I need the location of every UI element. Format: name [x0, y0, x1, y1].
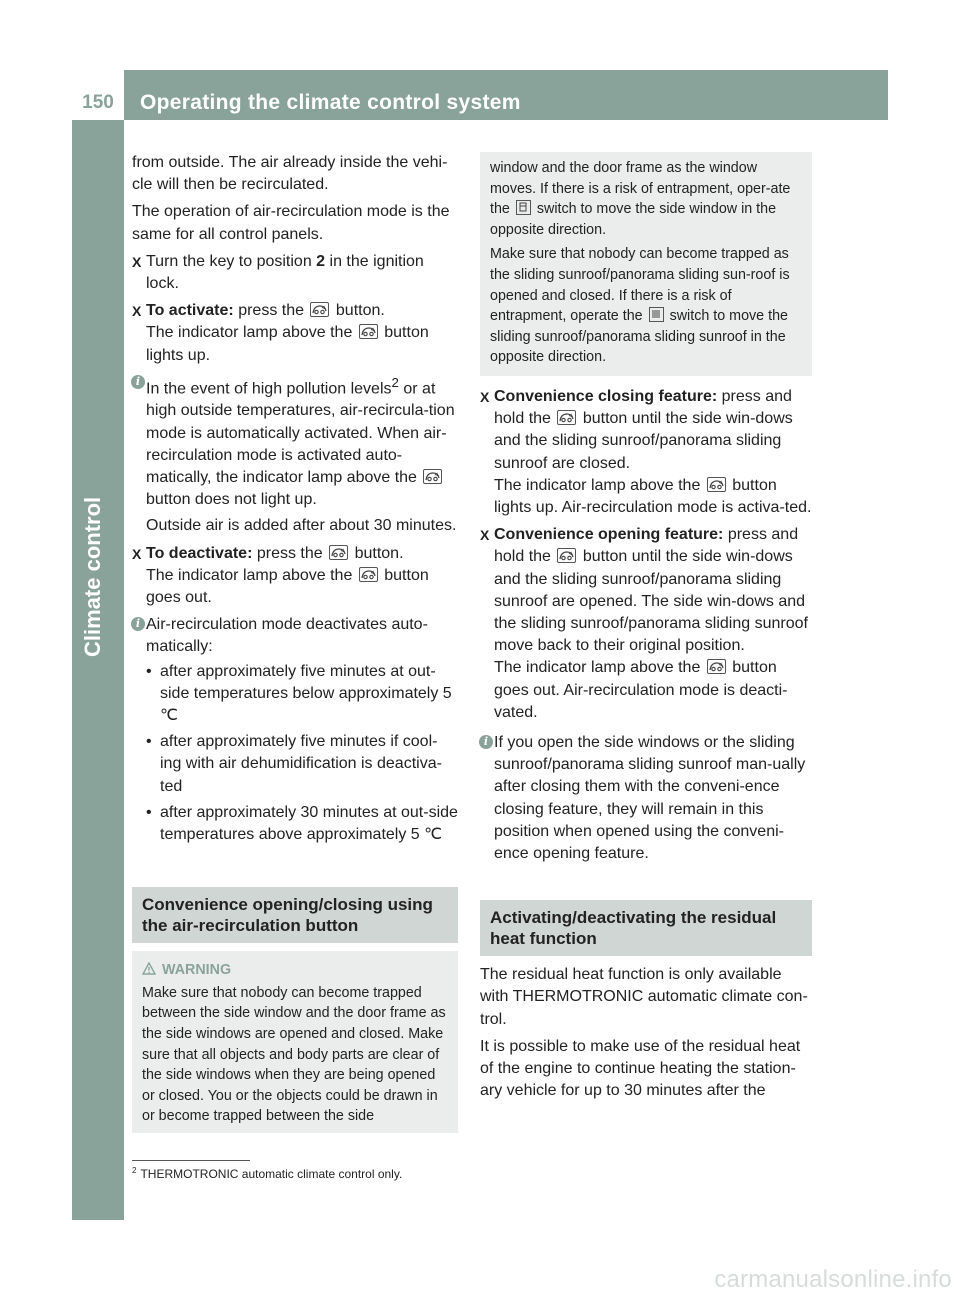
- recirculation-button-icon: [359, 567, 378, 582]
- step-turn-key: X Turn the key to position 2 in the ignition lock.: [132, 252, 424, 293]
- bullet-list: [146, 661, 458, 847]
- info-note-manual-open: i If you open the side windows or the sliding sunroof/panorama sliding sunroof man-ually after closing them with the conveni-ence closing feature, they will remain in this position when opened using the conveni-ence opening feature.: [480, 732, 812, 865]
- list-item: • after approximately five minutes at out-side temperatures below approximately 5 ℃: [146, 661, 458, 728]
- recirculation-button-icon: [423, 469, 442, 484]
- page-number: 150: [72, 70, 124, 120]
- right-column: [480, 152, 812, 1107]
- info-icon: i: [479, 735, 493, 749]
- paragraph: The operation of air-recirculation mode is the same for all control panels.: [132, 203, 450, 243]
- side-window-switch-icon: [516, 200, 531, 215]
- paragraph: It is possible to make use of the residual heat of the engine to continue heating the station-ary vehicle for up to 30 minutes after the: [480, 1037, 801, 1100]
- paragraph: The residual heat function is only available with THERMOTRONIC automatic climate con-trol.: [480, 966, 808, 1028]
- step-convenience-closing: X Convenience closing feature: press and hold the button until the side win-dows and the sliding sunroof/panorama sliding sunroof are closed. The indicator lamp above the button lights up. Air-recirculation mode is activa-ted.: [480, 387, 812, 516]
- info-icon: i: [131, 375, 145, 389]
- info-note-pollution: i In the event of high pollution levels$^2$ or at high outside temperatures, air-recircula-tion mode is automatically activated. When air-recirculation mode is activated auto-matically, the indicator lamp above the button does not light up. Outside air is added after about 30 minutes.: [132, 372, 458, 538]
- step-arrow-icon: X: [480, 527, 490, 544]
- recirculation-button-icon: [707, 659, 726, 674]
- warning-text: window and the door frame as the window moves. If there is a risk of entrapment, oper-ate the switch to move the side window in the opposite direction.: [490, 160, 791, 238]
- warning-box-continued: [480, 152, 812, 376]
- warning-text: Make sure that nobody can become trapped as the sliding sunroof/panorama sliding sun-roof is opened and closed. If there is a risk of entrapment, operate the switch to move the sliding sunroof/panorama sliding sunroof in the opposite direction.: [490, 246, 790, 366]
- footnote: $^2$ THERMOTRONIC automatic climate control only.: [132, 1166, 403, 1181]
- step-arrow-icon: X: [132, 303, 142, 320]
- recirculation-button-icon: [310, 302, 329, 317]
- step-arrow-icon: X: [480, 388, 490, 405]
- warning-text: Make sure that nobody can become trapped between the side window and the door frame as the side windows are opened and closed. Make sure that all objects and body parts are clear of the side windows when they are being opened or closed. You or the objects could be drawn in or become trapped between the side: [142, 984, 446, 1125]
- info-note-auto-deactivate: i Air-recirculation mode deactivates auto-matically: • after approximately five minutes at out-side temperatures below approximately 5 ℃ • after approximately five minutes if cool-ing with air dehumidification is deactiva-ted • after approximately 30 minutes at out-side temperatures above approximately 5 ℃: [132, 614, 458, 846]
- list-item: • after approximately five minutes if cool-ing with air dehumidification is deactiva-ted: [146, 731, 458, 798]
- info-icon: i: [131, 617, 145, 631]
- section-heading: Convenience opening/closing using the air-recirculation button: [132, 887, 458, 943]
- info-subparagraph: Outside air is added after about 30 minutes.: [146, 517, 457, 535]
- step-arrow-icon: X: [132, 545, 142, 562]
- step-activate: X To activate: press the button. The indicator lamp above the button lights up.: [132, 302, 429, 364]
- list-item: • after approximately 30 minutes at out-side temperatures above approximately 5 ℃: [146, 802, 458, 846]
- warning-box: [132, 951, 458, 1133]
- page-title: Operating the climate control system: [140, 91, 521, 114]
- footnote-divider: [132, 1160, 250, 1161]
- recirculation-button-icon: [557, 548, 576, 563]
- step-deactivate: X To deactivate: press the button. The indicator lamp above the button goes out.: [132, 544, 429, 606]
- sunroof-switch-icon: [649, 307, 664, 322]
- step-convenience-opening: X Convenience opening feature: press and hold the button until the side win-dows and the sliding sunroof/panorama sliding sunroof are opened. The side win-dows and the sliding sunroof/panorama sliding sunroof move back to their original position. The indicator lamp above the button goes out. Air-recirculation mode is deacti-vated.: [480, 526, 808, 721]
- paragraph: from outside. The air already inside the vehi-cle will then be recirculated.: [132, 154, 448, 194]
- recirculation-button-icon: [557, 410, 576, 425]
- left-column: [132, 152, 458, 1133]
- watermark: carmanualsonline.info: [714, 1266, 952, 1293]
- warning-triangle-icon: [142, 962, 156, 975]
- section-heading: Activating/deactivating the residual heat function: [480, 900, 812, 956]
- recirculation-button-icon: [329, 545, 348, 560]
- step-arrow-icon: X: [132, 253, 142, 270]
- recirculation-button-icon: [707, 477, 726, 492]
- warning-title: WARNING: [142, 960, 448, 981]
- side-tab: [72, 120, 124, 1220]
- recirculation-button-icon: [359, 324, 378, 339]
